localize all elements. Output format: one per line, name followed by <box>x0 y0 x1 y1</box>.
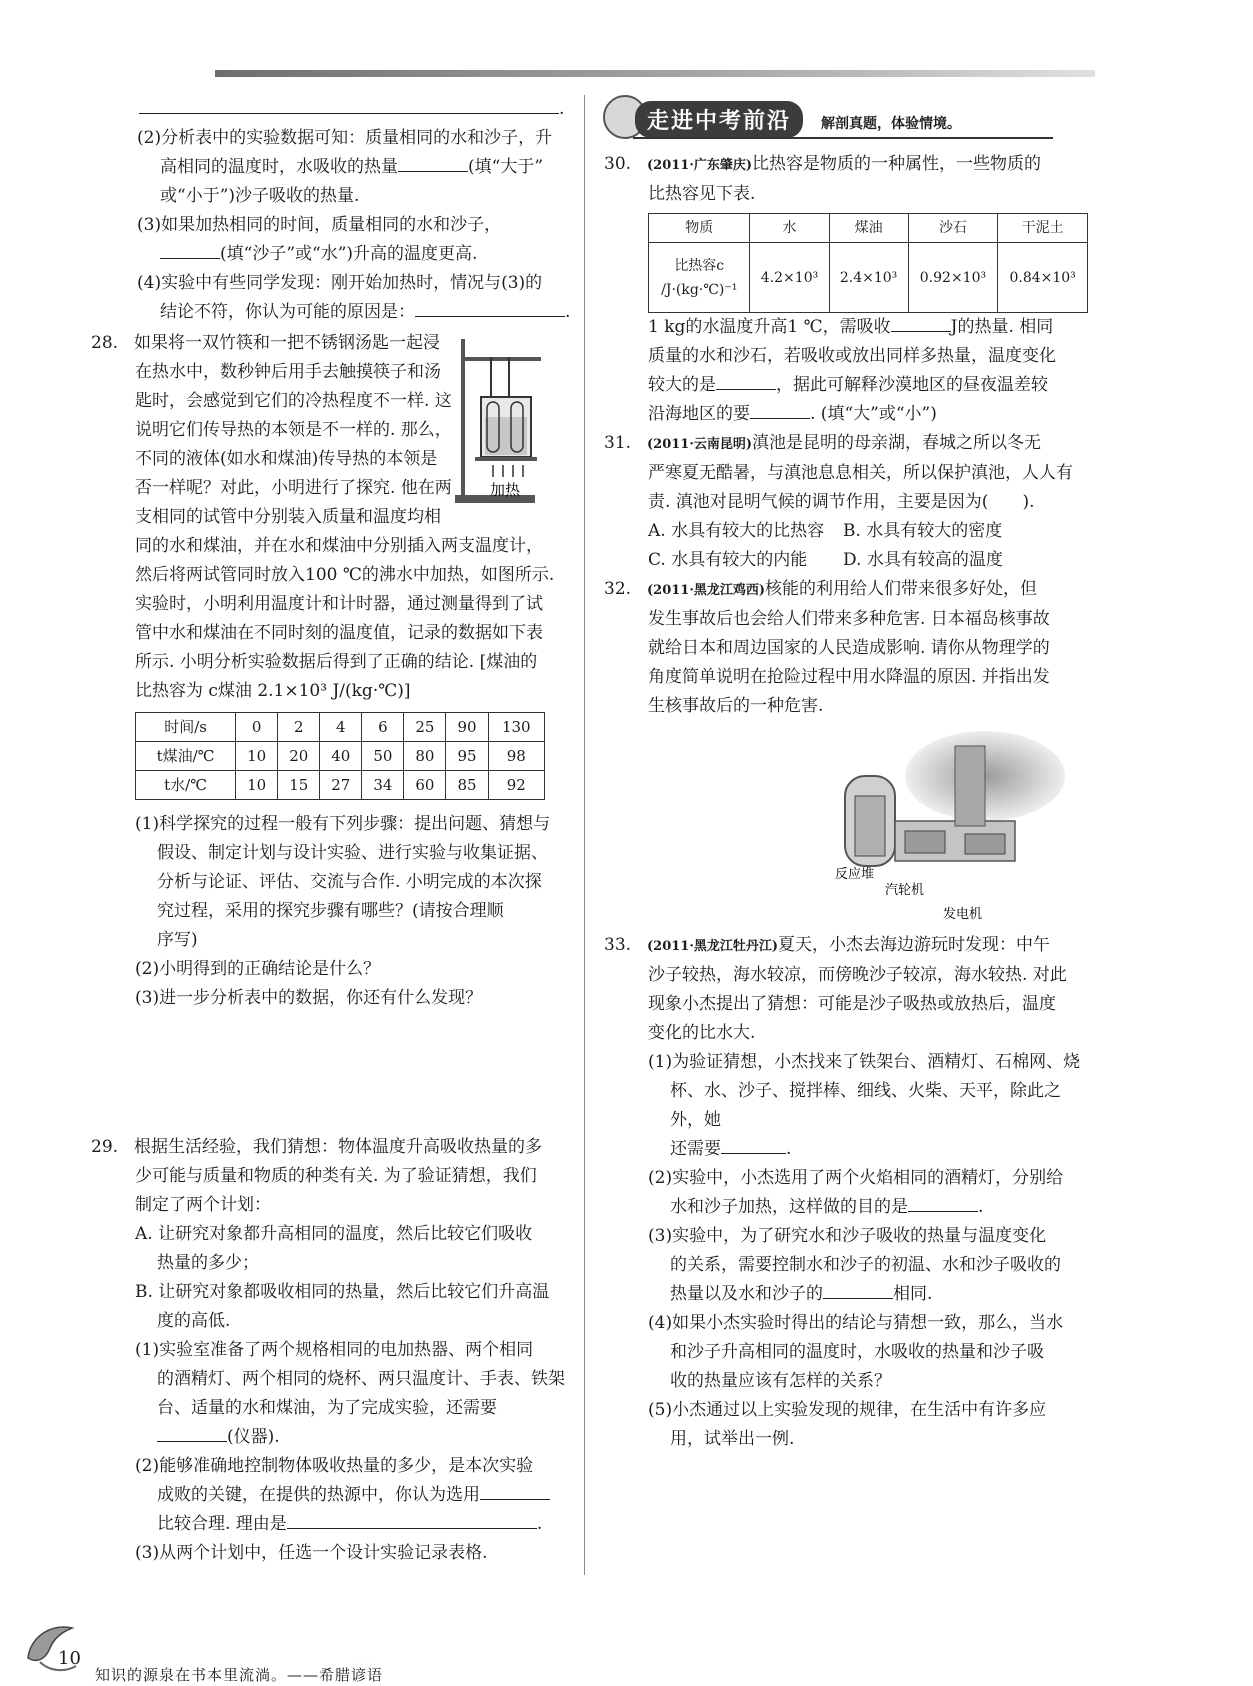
q32-line: 角度简单说明在抢险过程中用水降温的原因. 并指出发 <box>648 667 1050 687</box>
q30-line: 比热容见下表. <box>648 184 756 204</box>
q29-option-a: A. 让研究对象都升高相同的温度，然后比较它们吸收 <box>135 1224 533 1244</box>
reactor-label: 反应堆 <box>835 867 875 882</box>
table-cell: 10 <box>236 742 278 771</box>
q28-line: 支相同的试管中分别装入质量和温度均相 <box>135 507 441 527</box>
nuclear-plant-figure <box>605 721 1085 931</box>
q27-p3-blank[interactable] <box>160 240 220 259</box>
q28-data-table <box>135 712 545 800</box>
turbine-label: 汽轮机 <box>885 883 925 898</box>
table-cell: 27 <box>320 771 362 800</box>
q32-line: 就给日本和周边国家的人民造成影响. 请你从物理学的 <box>648 638 1050 658</box>
q33-line: 变化的比水大. <box>648 1023 756 1043</box>
q27-p4-line: 结论不符，你认为可能的原因是： . <box>92 298 572 327</box>
footer-motto: 知识的源泉在书本里流淌。——希腊谚语 <box>95 1666 384 1684</box>
q30-source: (2011·广东肇庆) <box>647 158 753 173</box>
q33-line: 沙子较热，海水较凉，而傍晚沙子较凉，海水较热. 对此 <box>648 965 1067 985</box>
q28-line: 所示. 小明分析实验数据后得到了正确的结论. [煤油的 <box>135 652 538 672</box>
page-number: 10 <box>58 1648 81 1669</box>
q29-p2-blank-reason[interactable] <box>287 1510 537 1529</box>
q27-p4-blank[interactable] <box>415 298 565 317</box>
q27-p4-line: (4)实验中有些同学发现：刚开始加热时，情况与(3)的 <box>137 273 543 293</box>
question-29 <box>92 1133 572 1568</box>
table-cell: 0 <box>236 713 278 742</box>
q30-blank-heat[interactable] <box>891 313 951 332</box>
q29-p1-line: 台、适量的水和煤油，为了完成实验，还需要 <box>157 1398 497 1418</box>
q29-line: 根据生活经验，我们猜想：物体温度升高吸收热量的多 <box>134 1137 542 1157</box>
q28-line: 实验时，小明利用温度计和计时器，通过测量得到了试 <box>135 594 543 614</box>
table-cell: 60 <box>404 771 446 800</box>
q28-sub-line: 假设、制定计划与设计实验、进行实验与收集证据、 <box>157 843 548 863</box>
q33-p1-line: (1)为验证猜想，小杰找来了铁架台、酒精灯、石棉网、烧 <box>648 1052 1081 1072</box>
q32-source: (2011·黑龙江鸡西) <box>647 583 766 598</box>
q31-option-b[interactable]: B. 水具有较大的密度 <box>843 521 1003 541</box>
table-cell: 2.4×10³ <box>829 243 908 313</box>
q31-number: 31. <box>604 433 632 453</box>
table-cell: 98 <box>488 742 544 771</box>
table-cell: 34 <box>362 771 404 800</box>
q33-p3-blank[interactable] <box>823 1280 893 1299</box>
q28-sub-line: (2)小明得到的正确结论是什么？ <box>135 959 381 979</box>
q33-p3-line: 热量以及水和沙子的 相同. <box>605 1280 1085 1309</box>
q29-option-b: 度的高低. <box>157 1311 231 1331</box>
column-divider <box>584 95 585 1575</box>
q30-line: 1 kg的水温度升高1 ℃，需吸收 J的热量. 相同 <box>605 313 1085 342</box>
q31-options-row <box>605 517 1085 546</box>
q28-line: 在热水中，数秒钟后用手去触摸筷子和汤 <box>135 362 441 382</box>
q28-sub-line: 究过程，采用的探究步骤有哪些？(请按合理顺 <box>157 901 504 921</box>
heating-label: 加热 <box>489 481 521 499</box>
q31-option-c[interactable]: C. 水具有较大的内能 <box>648 550 808 570</box>
q28-line: 否一样呢？对此，小明进行了探究. 他在两 <box>135 478 452 498</box>
q27-p3-line: (填“沙子”或“水”)升高的温度更高. <box>92 240 572 269</box>
q28-number: 28. <box>91 333 119 353</box>
q33-line: 夏天，小杰去海边游玩时发现：中午 <box>778 935 1051 955</box>
right-column <box>605 150 1085 1454</box>
q33-source: (2011·黑龙江牡丹江) <box>647 939 779 954</box>
q29-p1-line: 的酒精灯、两个相同的烧杯、两只温度计、手表、铁架 <box>157 1369 565 1389</box>
q31-options-row <box>605 546 1085 575</box>
table-cell: 80 <box>404 742 446 771</box>
section-title: 走进中考前沿 <box>635 101 803 138</box>
table-cell: 0.84×10³ <box>998 243 1088 313</box>
q33-number: 33. <box>604 935 632 955</box>
q33-p3-line: (3)实验中，为了研究水和沙子吸收的热量与温度变化 <box>648 1226 1047 1246</box>
table-header-cell: 沙石 <box>908 214 998 243</box>
table-cell: 10 <box>236 771 278 800</box>
table-cell: 85 <box>446 771 488 800</box>
table-row <box>136 771 545 800</box>
left-column <box>92 95 572 1568</box>
section-subtitle: 解剖真题，体验情境。 <box>821 116 961 132</box>
q28-line: 比热容为 c煤油 2.1×10³ J/(kg·℃)] <box>135 681 411 701</box>
q30-line: 沿海地区的要 . (填“大”或“小”) <box>605 400 1085 429</box>
table-header-cell: 干泥土 <box>998 214 1088 243</box>
q27-p1-answer-blank[interactable] <box>139 95 559 114</box>
q28-subquestions <box>92 810 572 1013</box>
q27-p2-line: 高相同的温度时，水吸收的热量 (填“大于” <box>92 153 572 182</box>
table-cell: 0.92×10³ <box>908 243 998 313</box>
table-cell: 50 <box>362 742 404 771</box>
q31-option-a[interactable]: A. 水具有较大的比热容 <box>648 521 825 541</box>
table-row-label: 比热容c /J·(kg·℃)⁻¹ <box>649 243 750 313</box>
table-cell: 130 <box>488 713 544 742</box>
q33-p4-line: 收的热量应该有怎样的关系？ <box>670 1371 891 1391</box>
table-row-label: 时间/s <box>136 713 236 742</box>
q33-p1-blank[interactable] <box>721 1135 786 1154</box>
q32-line: 发生事故后也会给人们带来多种危害. 日本福岛核事故 <box>648 609 1050 629</box>
header-underline <box>633 137 1053 139</box>
q32-line: 生核事故后的一种危害. <box>648 696 824 716</box>
generator-label: 发电机 <box>943 907 983 922</box>
q28-line: 如果将一双竹筷和一把不锈钢汤匙一起浸 <box>134 333 440 353</box>
table-cell: 4.2×10³ <box>750 243 829 313</box>
q29-p2-line: 成败的关键，在提供的热源中，你认为选用 <box>92 1481 572 1510</box>
q28-line: 说明它们传导热的本领是不一样的. 那么， <box>135 420 452 440</box>
q33-p2-line: (2)实验中，小杰选用了两个火焰相同的酒精灯，分别给 <box>648 1168 1064 1188</box>
page-footer <box>20 1618 1220 1684</box>
table-header-cell: 煤油 <box>829 214 908 243</box>
table-header-cell: 物质 <box>649 214 750 243</box>
q28-line: 匙时，会感觉到它们的冷热程度不一样. 这 <box>135 391 452 411</box>
q27-p2-line: 或“小于”)沙子吸收的热量. <box>160 186 360 206</box>
table-cell: 2 <box>278 713 320 742</box>
nuclear-plant-illustration <box>835 726 1065 926</box>
table-cell: 25 <box>404 713 446 742</box>
q33-p4-line: 和沙子升高相同的温度时，水吸收的热量和沙子吸 <box>670 1342 1044 1362</box>
q33-p5-line: (5)小杰通过以上实验发现的规律，在生活中有许多应 <box>648 1400 1047 1420</box>
table-header-cell: 水 <box>750 214 829 243</box>
q29-line: 制定了两个计划： <box>135 1195 271 1215</box>
q29-p3-line: (3)从两个计划中，任选一个设计实验记录表格. <box>135 1543 488 1563</box>
table-row <box>136 713 545 742</box>
heating-apparatus-figure <box>455 337 555 507</box>
q33-p2-blank[interactable] <box>908 1193 978 1212</box>
q29-number: 29. <box>91 1137 119 1157</box>
q29-option-b: B. 让研究对象都吸收相同的热量，然后比较它们升高温 <box>135 1282 550 1302</box>
q28-line: 不同的液体(如水和煤油)传导热的本领是 <box>135 449 438 469</box>
q33-p5-line: 用，试举出一例. <box>670 1429 795 1449</box>
table-cell: 92 <box>488 771 544 800</box>
q33-p2-line: 水和沙子加热，这样做的目的是 . <box>605 1193 1085 1222</box>
q33-line: 现象小杰提出了猜想：可能是沙子吸热或放热后，温度 <box>648 994 1056 1014</box>
q27-p2-line: (2)分析表中的实验数据可知：质量相同的水和沙子，升 <box>137 128 553 148</box>
q33-p1-line: 杯、水、沙子、搅拌棒、细线、火柴、天平，除此之外，她 <box>670 1081 1061 1130</box>
q31-line: 滇池是昆明的母亲湖，春城之所以冬无 <box>752 433 1042 453</box>
section-header <box>603 95 1053 145</box>
q29-line: 少可能与质量和物质的种类有关. 为了验证猜想，我们 <box>135 1166 537 1186</box>
q30-blank-material[interactable] <box>716 371 776 390</box>
q29-option-a: 热量的多少； <box>157 1253 259 1273</box>
q28-line: 管中水和煤油在不同时刻的温度值，记录的数据如下表 <box>135 623 543 643</box>
q30-specific-heat-table <box>648 213 1088 313</box>
q30-line: 较大的是 ，据此可解释沙漠地区的昼夜温差较 <box>605 371 1085 400</box>
q29-p2-blank-heat-source[interactable] <box>480 1481 550 1500</box>
q30-number: 30. <box>604 154 632 174</box>
q28-sub-line: 序写) <box>157 930 198 950</box>
q29-p1-line: (1)实验室准备了两个规格相同的电加热器、两个相同 <box>135 1340 534 1360</box>
table-cell: 40 <box>320 742 362 771</box>
q33-p4-line: (4)如果小杰实验时得出的结论与猜想一致，那么，当水 <box>648 1313 1064 1333</box>
q32-line: 核能的利用给人们带来很多好处，但 <box>765 579 1038 599</box>
table-cell: 15 <box>278 771 320 800</box>
q33-p1-line: 还需要 . <box>605 1135 1085 1164</box>
q32-number: 32. <box>604 579 632 599</box>
q27-p2-blank[interactable] <box>398 153 468 172</box>
q31-line: 严寒夏无酷暑，与滇池息息相关，所以保护滇池，人人有 <box>648 463 1073 483</box>
q28-line: 同的水和煤油，并在水和煤油中分别插入两支温度计， <box>135 536 543 556</box>
q28-sub-line: (3)进一步分析表中的数据，你还有什么发现？ <box>135 988 483 1008</box>
table-cell: 90 <box>446 713 488 742</box>
footer-wave-line <box>65 1658 665 1659</box>
q28-sub-line: (1)科学探究的过程一般有下列步骤：提出问题、猜想与 <box>135 814 551 834</box>
table-cell: 4 <box>320 713 362 742</box>
q31-source: (2011·云南昆明) <box>647 437 753 452</box>
table-row-label: t水/℃ <box>136 771 236 800</box>
q30-line: 质量的水和沙石，若吸收或放出同样多热量，温度变化 <box>648 346 1056 366</box>
q29-p1-line: (仪器). <box>92 1423 572 1452</box>
q27-answer-line-row: . <box>92 95 572 124</box>
q30-line: 比热容是物质的一种属性，一些物质的 <box>752 154 1042 174</box>
table-cell: 95 <box>446 742 488 771</box>
q29-p2-line: 比较合理. 理由是 . <box>92 1510 572 1539</box>
q29-p2-line: (2)能够准确地控制物体吸收热量的多少，是本次实验 <box>135 1456 534 1476</box>
q30-blank-compare[interactable] <box>750 400 810 419</box>
q33-p3-line: 的关系，需要控制水和沙子的初温、水和沙子吸收的 <box>670 1255 1061 1275</box>
table-row-label: t煤油/℃ <box>136 742 236 771</box>
q27-p3-line: (3)如果加热相同的时间，质量相同的水和沙子， <box>137 215 502 235</box>
table-cell: 6 <box>362 713 404 742</box>
question-28 <box>92 329 572 706</box>
table-row <box>136 742 545 771</box>
q28-sub-line: 分析与论证、评估、交流与合作. 小明完成的本次探 <box>157 872 542 892</box>
q28-line: 然后将两试管同时放入100 ℃的沸水中加热，如图所示. <box>135 565 555 585</box>
q29-p1-blank[interactable] <box>157 1423 227 1442</box>
q31-line: 责. 滇池对昆明气候的调节作用，主要是因为( ). <box>648 492 1035 512</box>
q31-option-d[interactable]: D. 水具有较高的温度 <box>843 550 1003 570</box>
table-cell: 20 <box>278 742 320 771</box>
top-rule <box>215 70 1095 77</box>
